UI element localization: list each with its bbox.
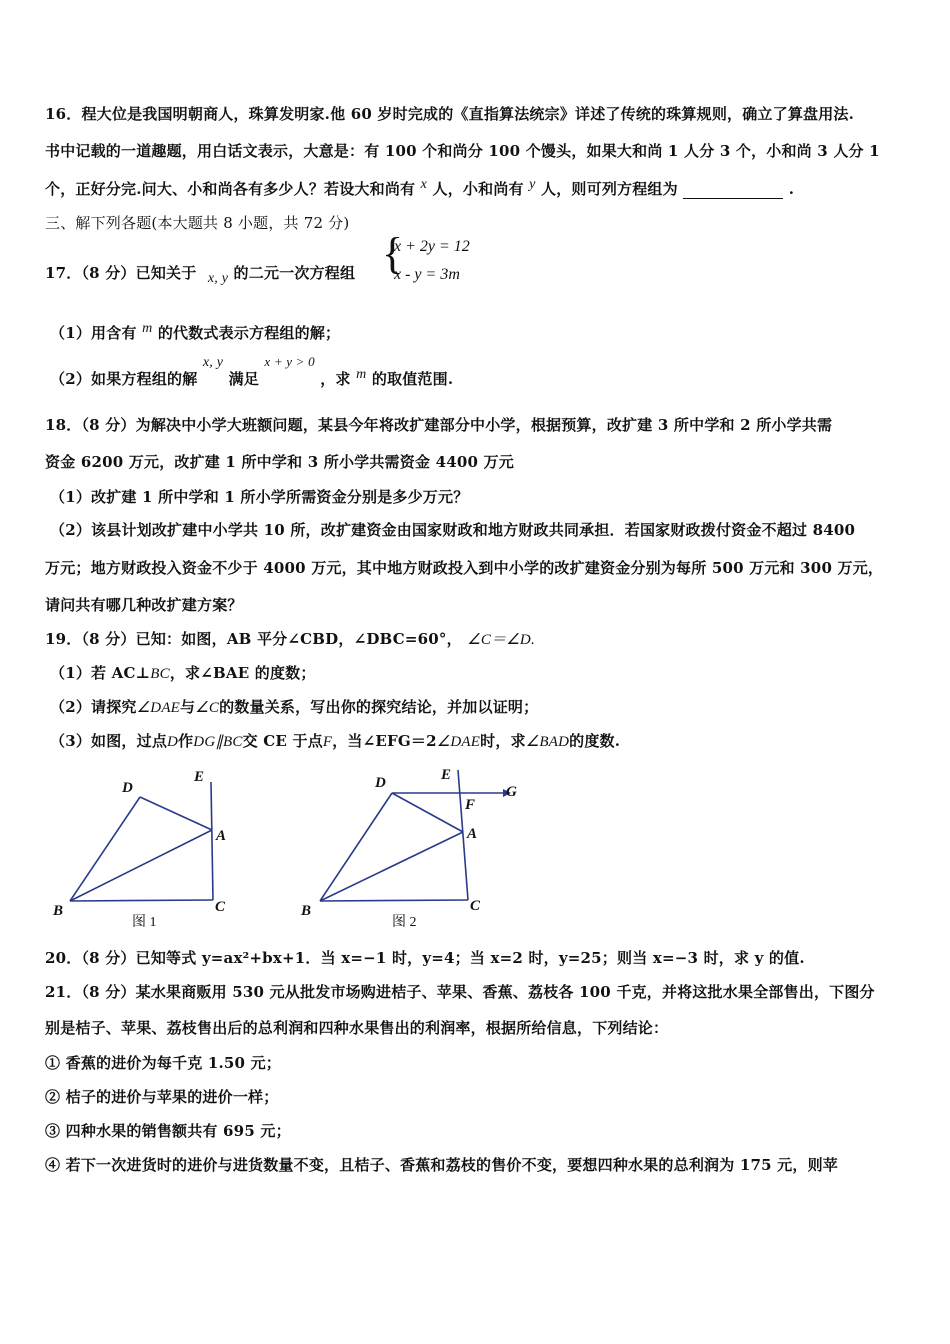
q17-vars: x, y (207, 271, 229, 286)
fig1-line-ba (70, 830, 212, 901)
q19-line-1 (45, 628, 535, 649)
section-3-heading: 三、解下列各题(本大题共 8 小题，共 72 分) (45, 214, 350, 232)
q21-line-2: 别是桔子、苹果、荔枝售出后的总利润和四种水果售出的利润率，根据所给信息，下列结论： (45, 1019, 669, 1037)
q19-given: 19．（8 分）已知：如图，AB 平分∠CBD，∠DBC=60°， (45, 630, 462, 648)
q17-part-2-condition: x + y > 0 (264, 354, 315, 369)
fig1-label-b: B (53, 903, 64, 919)
fig1-label-d: D (122, 780, 133, 796)
figure-1 (48, 762, 248, 932)
fig2-label-g: G (506, 784, 517, 800)
fig2-line-db (320, 793, 392, 901)
q18-line-1: 18．（8 分）为解决中小学大班额问题，某县今年将改扩建部分中小学，根据预算，改扩建 3 所中学和 2 所小学共需 (45, 416, 833, 434)
q19-given-angles: ∠C＝∠D. (467, 632, 535, 648)
q19-part-3-g: ，当∠EFG＝2 (332, 732, 437, 750)
q19-part-2-c: 与 (180, 698, 196, 716)
q19-part-2-a: （2）请探究 (50, 698, 137, 716)
fig2-label-c: C (470, 898, 481, 914)
q16-text-b: 人，小和尚有 (432, 180, 524, 198)
q21-conclusion-4: ④ 若下一次进货时的进价与进货数量不变，且桔子、香蕉和荔枝的售价不变，要想四种水果的总利润为 175 元，则苹 (45, 1156, 838, 1174)
q19-part-3-f: F (322, 734, 333, 750)
fig1-label-a: A (216, 828, 227, 844)
fig2-caption: 图 2 (392, 915, 417, 930)
q19-part-2-e: 的数量关系，写出你的探究结论，并加以证明； (219, 698, 539, 716)
q16-line-2: 书中记载的一道趣题，用白话文表示，大意是：有 100 个和尚分 100 个馒头，如果大和尚 1 人分 3 个，小和尚 3 人分 1 (45, 142, 880, 160)
q16-var-x: x (420, 177, 428, 192)
q19-part-3-a: （3）如图，过点 (50, 732, 168, 750)
q19-part-3-k: 的度数. (569, 732, 621, 750)
q19-part-3-i: 时，求 (480, 732, 526, 750)
q17-part-1-m: m (142, 321, 153, 336)
fig2-line-ba (320, 832, 463, 901)
q17-part-2-vars: x, y (202, 355, 224, 370)
q17-part-2-m: m (356, 367, 367, 382)
q17-part-1-text-b: 的代数式表示方程组的解； (157, 324, 341, 342)
fig2-label-d: D (375, 775, 386, 791)
fig1-label-c: C (215, 899, 226, 915)
q21-conclusion-2: ② 桔子的进价与苹果的进价一样； (45, 1088, 279, 1106)
q16-text-a: 个，正好分完.问大、小和尚各有多少人？若设大和尚有 (45, 180, 416, 198)
fig2-line-bc (320, 900, 468, 901)
q17-part-1 (50, 321, 340, 343)
q20-line: 20．（8 分）已知等式 y=ax²+bx+1．当 x=−1 时，y=4；当 x=2 时，y=25；则当 x=−3 时，求 y 的值. (45, 949, 805, 967)
q19-part-1-bc: BC (150, 666, 170, 682)
fig1-line-ec (211, 782, 213, 900)
q19-part-3-dae: ∠DAE (436, 734, 481, 750)
q19-part-1 (50, 662, 316, 683)
fig1-line-db (70, 797, 140, 901)
q17-head: 17．（8 分）已知关于 (45, 264, 197, 282)
q17-part-2-text-c: ，求 (320, 370, 351, 388)
q19-part-1-c: ，求∠BAE 的度数； (169, 664, 316, 682)
q19-part-3-e: 交 CE 于点 (242, 732, 323, 750)
q17-part-2-text-b: 满足 (228, 370, 259, 388)
q21-line-1: 21．（8 分）某水果商贩用 530 元从批发市场购进桔子、苹果、香蕉、荔枝各 100 千克，并将这批水果全部售出，下图分 (45, 983, 875, 1001)
q17-part-2 (50, 354, 454, 389)
q16-answer-blank (683, 180, 783, 199)
fig1-caption: 图 1 (132, 915, 157, 930)
q18-part-2-line-1: （2）该县计划改扩建中小学共 10 所，改扩建资金由国家财政和地方财政共同承担．若国家财政拨付资金不超过 8400 (50, 521, 856, 539)
q16-text-d: . (788, 180, 795, 198)
fig2-label-b: B (301, 903, 312, 919)
fig2-label-e: E (441, 767, 452, 783)
q19-part-3-bad: ∠BAD (525, 734, 570, 750)
q19-part-3-dg: DG∥BC (193, 734, 243, 750)
q16-text-c: 人，则可列方程组为 (541, 180, 678, 198)
fig1-line-da (140, 797, 212, 830)
q19-part-2 (50, 696, 538, 717)
q17-equation-1: x + 2y = 12 (394, 238, 470, 255)
q18-line-2: 资金 6200 万元，改扩建 1 所中学和 3 所小学共需资金 4400 万元 (45, 453, 514, 471)
q19-part-3-d: D (167, 734, 179, 750)
fig2-line-da (392, 793, 463, 832)
q17-equation-2: x - y = 3m (394, 266, 460, 283)
q18-part-2-line-2: 万元；地方财政投入资金不少于 4000 万元，其中地方财政投入到中小学的改扩建资金分别为每所 500 万元和 300 万元， (45, 559, 884, 577)
fig2-label-a: A (467, 826, 478, 842)
q19-part-2-angle-c: ∠C (195, 700, 220, 716)
q17-system-brace: { (382, 229, 404, 278)
q18-part-2-line-3: 请问共有哪几种改扩建方案？ (45, 596, 243, 614)
q19-part-1-a: （1）若 AC⊥ (50, 664, 151, 682)
q21-conclusion-3: ③ 四种水果的销售额共有 695 元； (45, 1122, 291, 1140)
q17-mid: 的二元一次方程组 (233, 264, 356, 282)
fig1-line-bc (70, 900, 213, 901)
fig2-label-f: F (465, 797, 476, 813)
q19-part-3-c: 作 (178, 732, 194, 750)
q19-part-2-dae: ∠DAE (136, 700, 181, 716)
q21-conclusion-1: ① 香蕉的进价为每千克 1.50 元； (45, 1054, 282, 1072)
q17-part-1-text-a: （1）用含有 (50, 324, 137, 342)
q17-line-1 (45, 262, 355, 287)
q19-part-3 (50, 730, 620, 751)
q18-part-1: （1）改扩建 1 所中学和 1 所小学所需资金分别是多少万元？ (50, 488, 469, 506)
q16-line-1: 16．程大位是我国明朝商人，珠算发明家.他 60 岁时完成的《直指算法统宗》详述了传统的珠算规则，确立了算盘用法. (45, 105, 855, 123)
q17-part-2-text-a: （2）如果方程组的解 (50, 370, 198, 388)
fig1-label-e: E (194, 769, 205, 785)
q16-var-y: y (529, 177, 536, 192)
figure-2 (295, 762, 535, 932)
q17-part-2-text-d: 的取值范围. (371, 370, 454, 388)
q16-line-3 (45, 177, 794, 199)
